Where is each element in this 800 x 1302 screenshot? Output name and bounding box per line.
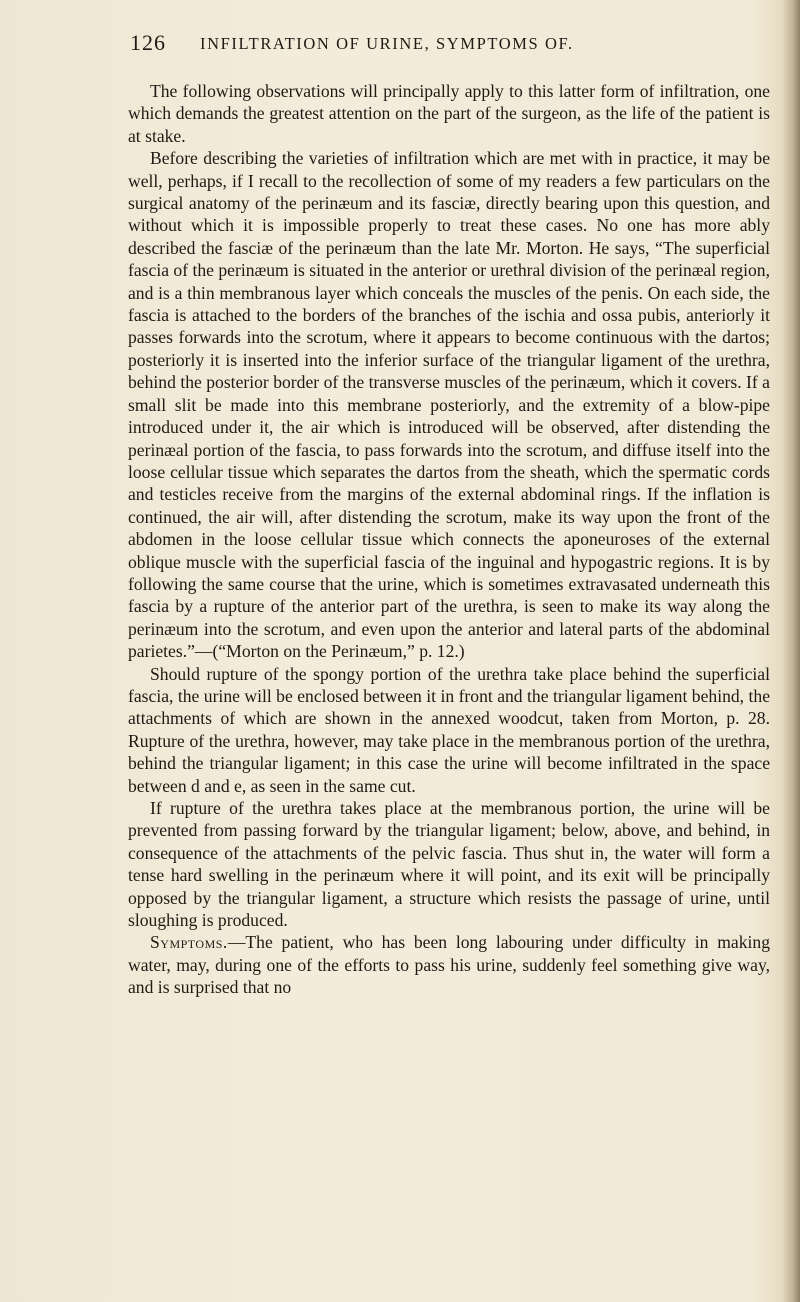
body-text [128,80,770,999]
running-title: INFILTRATION OF URINE, SYMPTOMS OF. [200,34,574,53]
page-gutter-shadow [782,0,800,1302]
symptoms-heading: Symptoms. [150,932,228,953]
page-number: 126 [130,30,166,55]
paragraph-symptoms [128,931,770,998]
paragraph-2: Before describing the varieties of infiltration which are met with in practice, it may be well, perhaps, if I recall to the recollection of some of my readers a few particulars on the surgical anatomy of the perinæum and its fasciæ, directly bearing upon this question, and without which it is impossible properly to treat these cases. No one has more ably described the fasciæ of the perinæum than the late Mr. Morton. He says, “The superficial fascia of the perinæum is situated in the anterior or urethral division of the perinæal region, and is a thin membranous layer which conceals the muscles of the penis. On each side, the fascia is attached to the borders of the branches of the ischia and ossa pubis, anteriorly it passes forwards into the scrotum, where it appears to become continuous with the dartos; posteriorly it is inserted into the inferior surface of the triangular ligament of the urethra, behind the posterior border of the transverse muscles of the perinæum, which it covers. If a small slit be made into this membrane posteriorly, and the extremity of a blow-pipe introduced under it, the air which is introduced will be observed, after distending the perinæal portion of the fascia, to pass forwards into the scrotum, and diffuse itself into the loose cellular tissue which separates the dartos from the sheath, which the spermatic cords and testicles receive from the margins of the external abdominal rings. If the inflation is continued, the air will, after distending the scrotum, make its way upon the front of the abdomen in the loose cellular tissue which connects the aponeuroses of the external oblique muscle with the superficial fascia of the inguinal and hypogastric regions. It is by following the same course that the urine, which is sometimes extravasated underneath this fascia by a rupture of the anterior part of the urethra, is seen to make its way along the perinæum into the scrotum, and even upon the anterior and lateral parts of the abdominal parietes.”—(“Morton on the Perinæum,” p. 12.) [128,148,770,662]
symptoms-text: —The patient, who has been long labouring under difficulty in making water, may, during one of the efforts to pass his urine, suddenly feel something give way, and is surprised that no [128,932,770,998]
paragraph-4: If rupture of the urethra takes place at the membranous portion, the urine will be prevented from passing forward by the triangular ligament; below, above, and behind, in consequence of the attachments of the pelvic fascia. Thus shut in, the water will form a tense hard swelling in the perinæum where it will point, and its exit will be principally opposed by the triangular ligament, a structure which resists the passage of urine, until sloughing is produced. [128,798,770,931]
paragraph-3: Should rupture of the spongy portion of the urethra take place behind the superficial fascia, the urine will be enclosed between it in front and the triangular ligament behind, the attachments of which are shown in the annexed woodcut, taken from Morton, p. 28. Rupture of the urethra, however, may take place in the membranous portion of the urethra, behind the triangular ligament; in this case the urine will become infiltrated in the space between d and e, as seen in the same cut. [128,663,770,796]
paragraph-1: The following observations will principally apply to this latter form of infiltration, one which demands the greatest attention on the part of the surgeon, as the life of the patient is at stake. [128,81,770,146]
page-header [130,30,770,58]
